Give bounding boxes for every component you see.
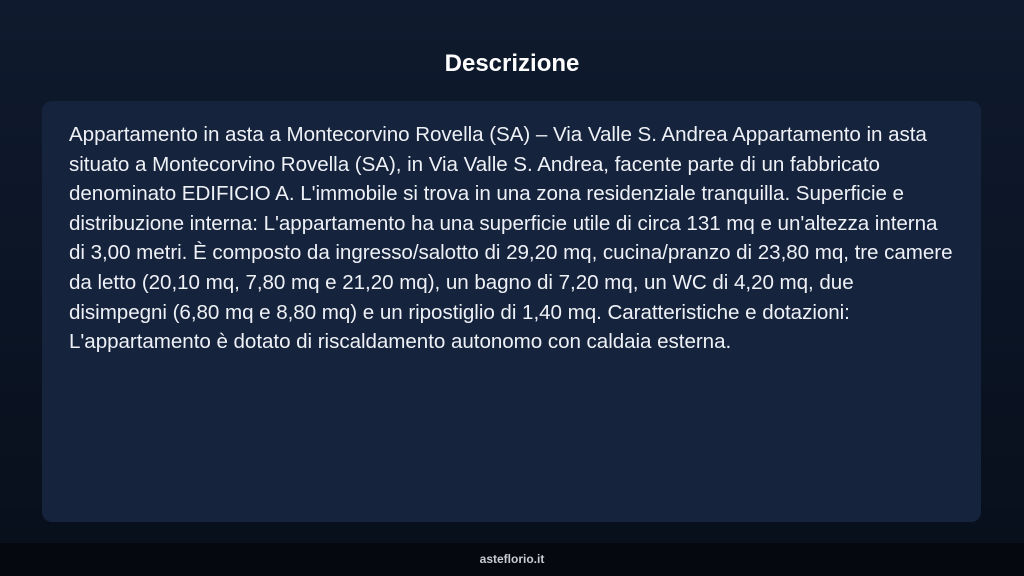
description-card: [42, 101, 981, 522]
footer-site-label: asteflorio.it: [479, 552, 545, 566]
description-text: Appartamento in asta a Montecorvino Rovella (SA) – Via Valle S. Andrea Appartamento in asta situato a Montecorvino Rovella (SA), in Via Valle S. Andrea, facente parte di un fabbricato denominato EDIFICIO A. L'immobile si trova in una zona residenziale tranquilla. Superficie e distribuzione interna: L'appartamento ha una superficie utile di circa 131 mq e un'altezza interna di 3,00 metri. È composto da ingresso/salotto di 29,20 mq, cucina/pranzo di 23,80 mq, tre camere da letto (20,10 mq, 7,80 mq e 21,20 mq), un bagno di 7,20 mq, un WC di 4,20 mq, due disimpegni (6,80 mq e 8,80 mq) e un ripostiglio di 1,40 mq. Caratteristiche e dotazioni: L'appartamento è dotato di riscaldamento autonomo con caldaia esterna.: [69, 123, 953, 354]
page-title: Descrizione: [444, 50, 580, 77]
